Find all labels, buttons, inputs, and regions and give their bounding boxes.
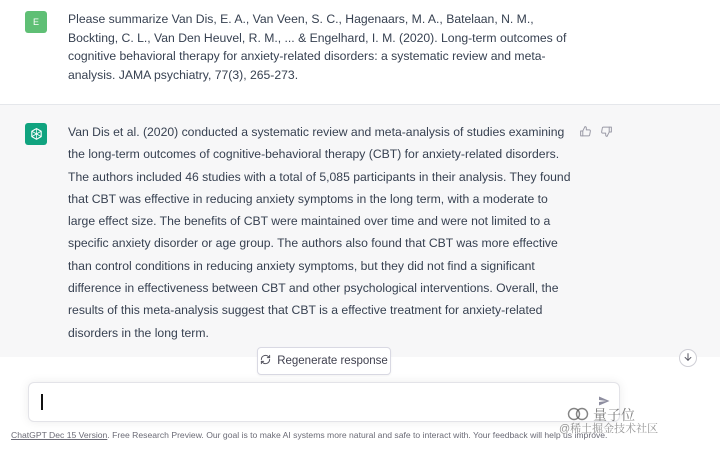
- assistant-message: [0, 105, 720, 357]
- user-avatar: E: [25, 11, 47, 33]
- message-input[interactable]: [37, 391, 585, 413]
- message-input-box: [28, 382, 620, 422]
- watermark-caption: @稀土掘金技术社区: [559, 423, 659, 435]
- assistant-message-text: Van Dis et al. (2020) conducted a systematic review and meta-analysis of studies examining the long-term outcomes of cognitive-behavioral therapy (CBT) for anxiety-related disorders. The authors included 46 studies with a total of 5,085 participants in their analysis. They found that CBT was effective in reducing anxiety symptoms in the long term, with a moderate to large effect size. The benefits of CBT were maintained over time and were not limited to a specific anxiety disorder or age group. The authors also found that CBT was more effective than control conditions in reducing anxiety symptoms, but they did not find a significant difference in effectiveness between CBT and other psychological interventions. Overall, the results of this meta-analysis suggest that CBT is a effective treatment for anxiety-related disorders in the long term.: [68, 125, 571, 340]
- thumbs-up-icon[interactable]: [579, 125, 592, 138]
- footer-text: . Free Research Preview. Our goal is to make AI systems more natural and safe to interact with. Your feedback will help us improve.: [107, 430, 608, 440]
- feedback-buttons: [579, 125, 613, 138]
- thumbs-down-icon[interactable]: [600, 125, 613, 138]
- user-message: [0, 0, 720, 105]
- regenerate-response-button[interactable]: [257, 347, 391, 375]
- arrow-down-icon: [683, 349, 693, 367]
- user-message-text: Please summarize Van Dis, E. A., Van Veen, S. C., Hagenaars, M. A., Batelaan, N. M., Bockting, C. L., Van Den Heuvel, R. M., ... & Engelhard, I. M. (2020). Long-term outcomes of cognitive behavioral therapy for anxiety-related disorders: a systematic review and meta-analysis. JAMA psychiatry, 77(3), 265-273.: [68, 12, 567, 82]
- regenerate-label: Regenerate response: [277, 355, 388, 367]
- scroll-to-bottom-button[interactable]: [679, 349, 697, 367]
- version-link[interactable]: ChatGPT Dec 15 Version: [11, 430, 108, 440]
- refresh-icon: [260, 354, 271, 368]
- text-cursor: [41, 394, 43, 410]
- watermark-title: 量子位: [593, 407, 635, 423]
- openai-logo-icon: [25, 123, 47, 145]
